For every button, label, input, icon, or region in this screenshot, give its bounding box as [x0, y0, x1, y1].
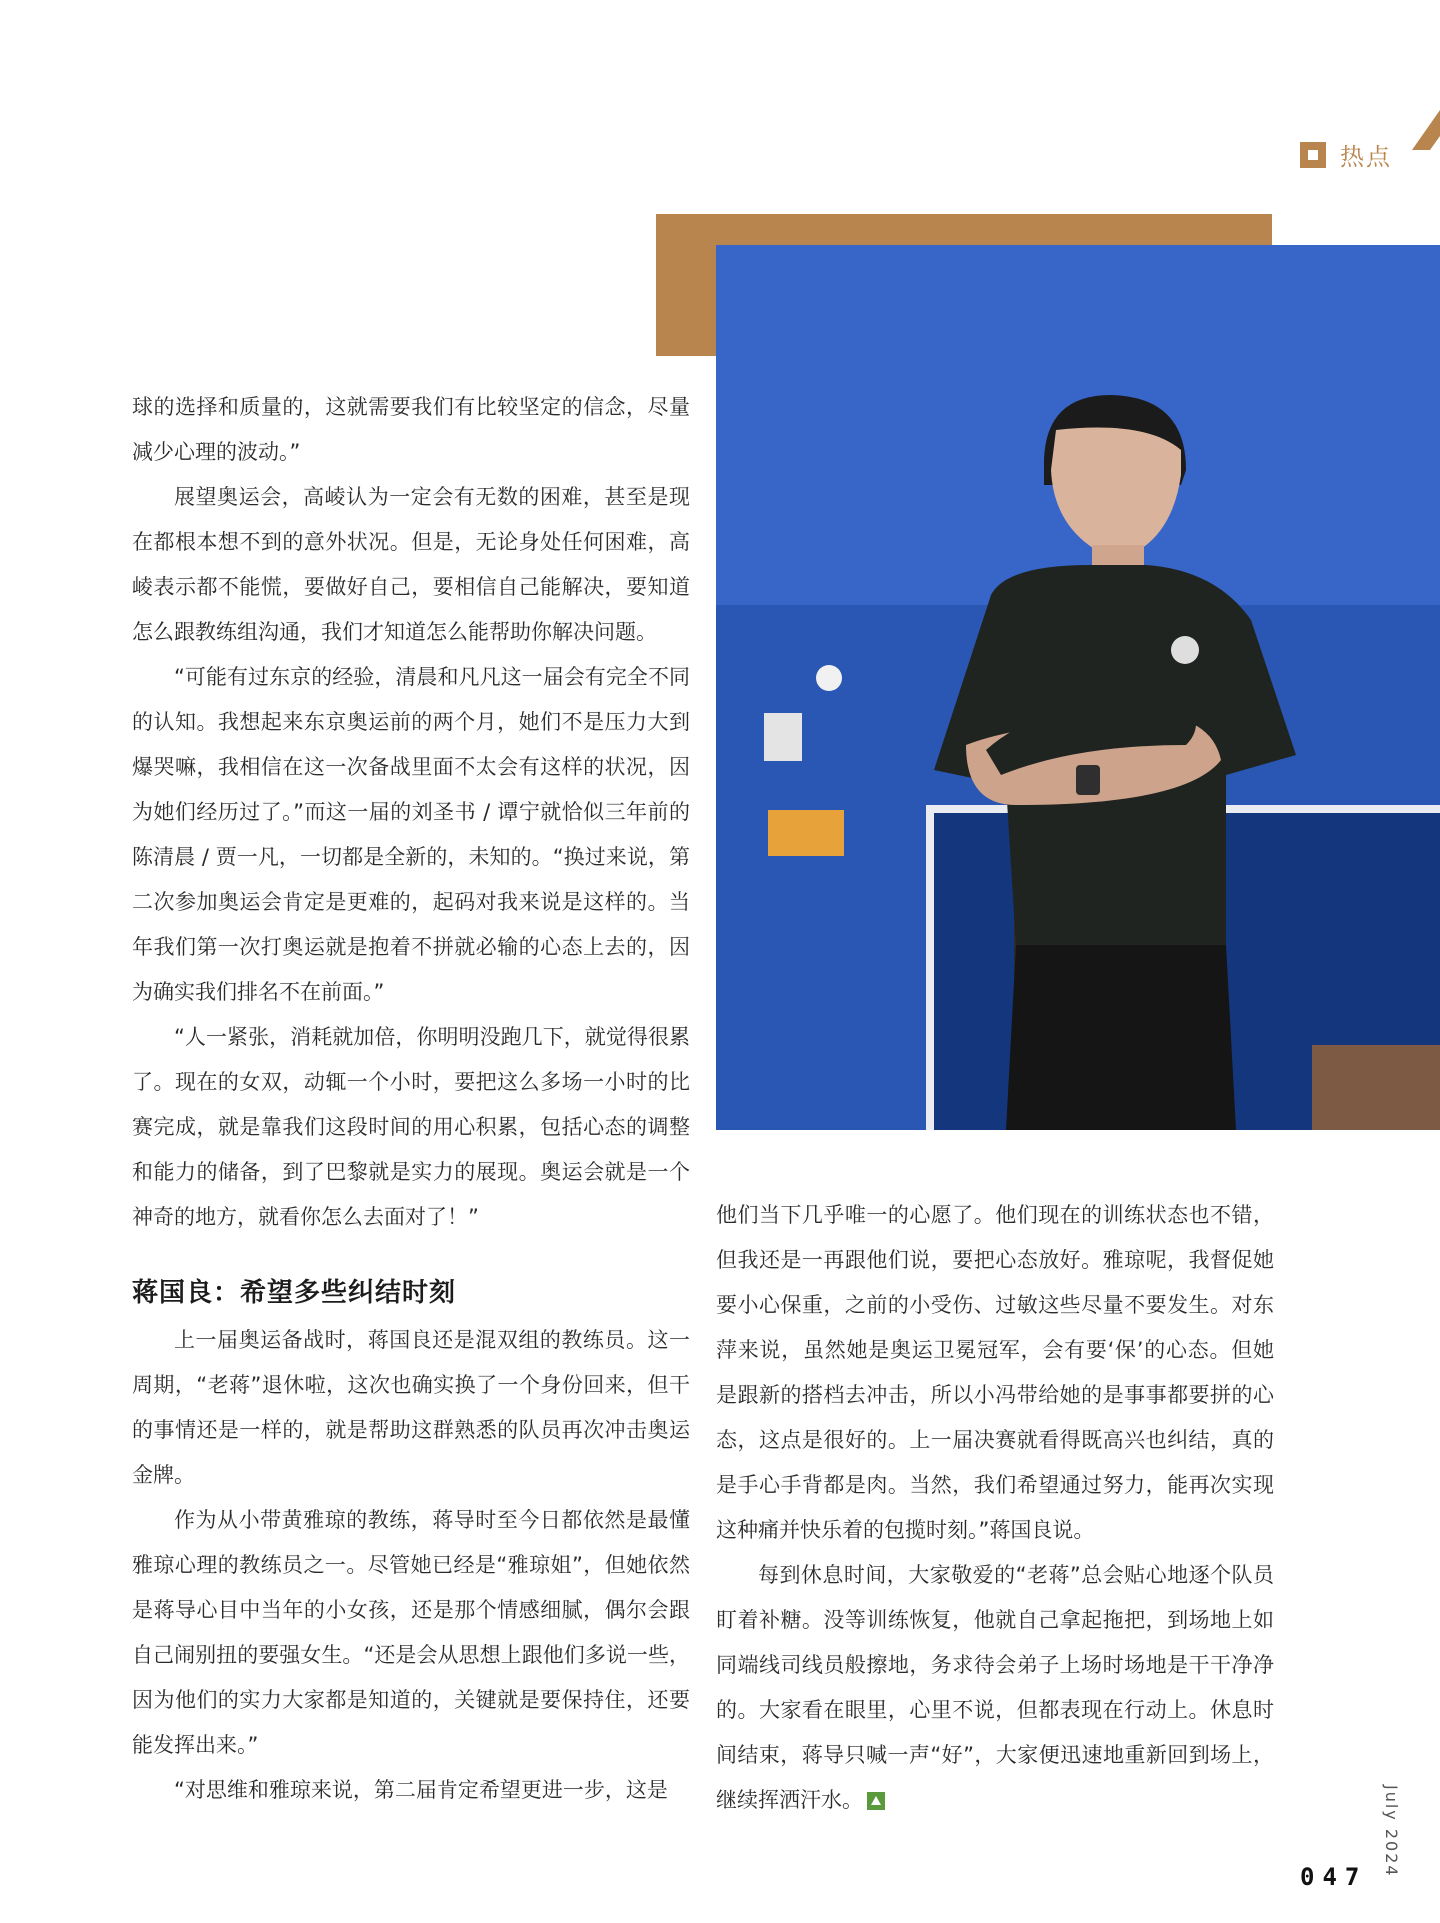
body-text-left-upper	[132, 385, 690, 1240]
paragraph: 展望奥运会，高崚认为一定会有无数的困难，甚至是现在都根本想不到的意外状况。但是，无论身处任何困难，高崚表示都不能慌，要做好自己，要相信自己能解决，要知道怎么跟教练组沟通，我们才知道怎么能帮助你解决问题。	[132, 485, 690, 644]
coach-photo	[716, 245, 1440, 1130]
issue-date: July 2024	[1382, 1785, 1401, 1878]
paragraph-text: 每到休息时间，大家敬爱的“老蒋”总会贴心地逐个队员盯着补糖。没等训练恢复，他就自己拿起拖把，到场地上如同端线司线员般擦地，务求待会弟子上场时场地是干干净净的。大家看在眼里，心里不说，但都表现在行动上。休息时间结束，蒋导只喊一声“好”，大家便迅速地重新回到场上，继续挥洒汗水。	[716, 1563, 1274, 1812]
section-tag	[1300, 137, 1392, 172]
paragraph: 球的选择和质量的，这就需要我们有比较坚定的信念，尽量减少心理的波动。”	[132, 395, 690, 464]
paragraph: “可能有过东京的经验，清晨和凡凡这一届会有完全不同的认知。我想起来东京奥运前的两个月，她们不是压力大到爆哭嘛，我相信在这一次备战里面不太会有这样的状况，因为她们经历过了。”而这一届的刘圣书 / 谭宁就恰似三年前的陈清晨 / 贾一凡，一切都是全新的，未知的。“换过来说，第二次参加奥运会肯定是更难的，起码对我来说是这样的。当年我们第一次打奥运就是抱着不拼就必输的心态上去的，因为确实我们排名不在前面。”	[132, 665, 690, 1004]
paragraph: 他们当下几乎唯一的心愿了。他们现在的训练状态也不错，但我还是一再跟他们说，要把心态放好。雅琼呢，我督促她要小心保重，之前的小受伤、过敏这些尽量不要发生。对东萍来说，虽然她是奥运卫冕冠军，会有要‘保’的心态。但她是跟新的搭档去冲击，所以小冯带给她的是事事都要拼的心态，这点是很好的。上一届决赛就看得既高兴也纠结，真的是手心手背都是肉。当然，我们希望通过努力，能再次实现这种痛并快乐着的包揽时刻。”蒋国良说。	[716, 1203, 1274, 1542]
section-label: 热点	[1340, 143, 1392, 171]
corner-decoration	[1400, 0, 1440, 150]
paragraph: “对思维和雅琼来说，第二届肯定希望更进一步，这是	[174, 1778, 668, 1802]
body-text-right	[716, 1193, 1274, 1823]
paragraph: 作为从小带黄雅琼的教练，蒋导时至今日都依然是最懂雅琼心理的教练员之一。尽管她已经是“雅琼姐”，但她依然是蒋导心目中当年的小女孩，还是那个情感细腻，偶尔会跟自己闹别扭的要强女生。“还是会从思想上跟他们多说一些，因为他们的实力大家都是知道的，关键就是要保持住，还要能发挥出来。”	[132, 1508, 690, 1757]
section-heading: 蒋国良：希望多些纠结时刻	[132, 1278, 457, 1308]
paragraph	[716, 1553, 1274, 1823]
paragraph: “人一紧张，消耗就加倍，你明明没跑几下，就觉得很累了。现在的女双，动辄一个小时，要把这么多场一小时的比赛完成，就是靠我们这段时间的用心积累，包括心态的调整和能力的储备，到了巴黎就是实力的展现。奥运会就是一个神奇的地方，就看你怎么去面对了！”	[132, 1025, 690, 1229]
page-number: 047	[1300, 1863, 1368, 1891]
article-end-icon	[867, 1792, 885, 1810]
body-text-left-lower	[132, 1318, 690, 1813]
square-bullet-icon	[1300, 142, 1326, 168]
paragraph: 上一届奥运备战时，蒋国良还是混双组的教练员。这一周期，“老蒋”退休啦，这次也确实换了一个身份回来，但干的事情还是一样的，就是帮助这群熟悉的队员再次冲击奥运金牌。	[132, 1328, 690, 1487]
